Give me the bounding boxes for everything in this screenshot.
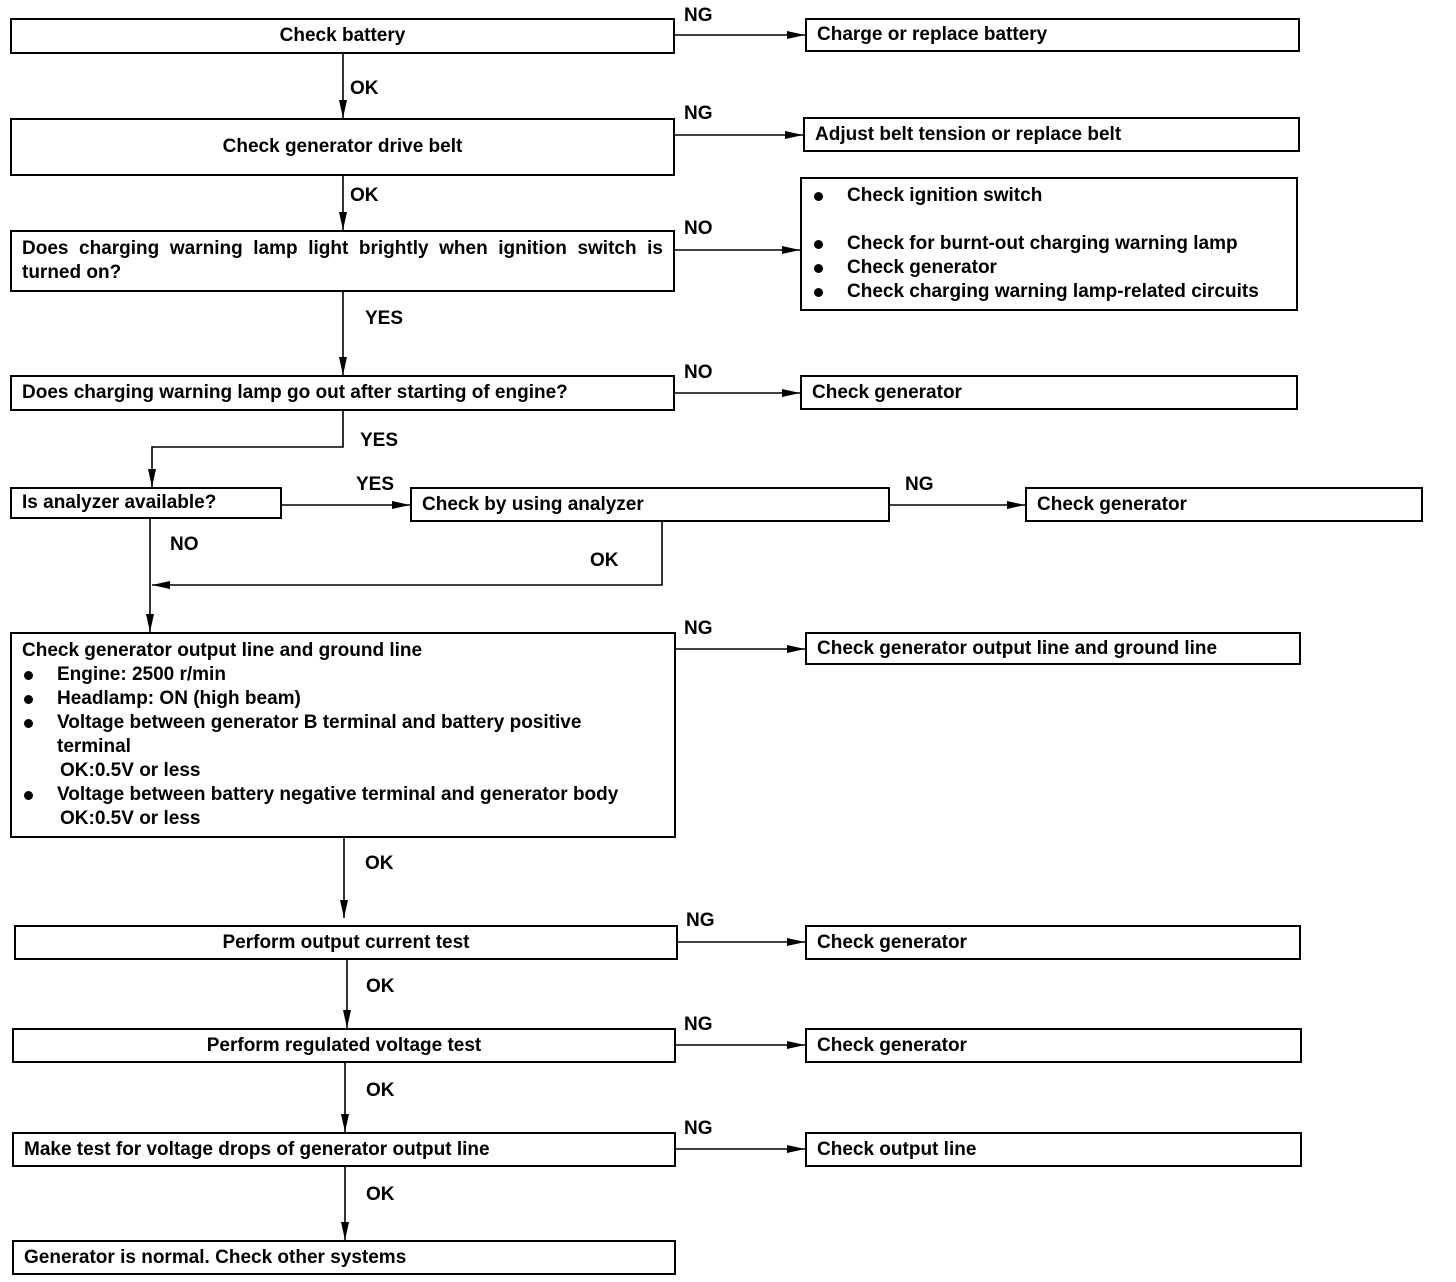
node-text: Adjust belt tension or replace belt xyxy=(815,123,1122,145)
list-item: Voltage between generator B terminal and battery positive xyxy=(22,711,664,735)
edge-label: NG xyxy=(684,618,713,639)
list-item: Engine: 2500 r/min xyxy=(22,663,664,687)
adjust-belt-box xyxy=(803,117,1300,152)
check-battery-box xyxy=(10,18,675,54)
node-text: Make test for voltage drops of generator output line xyxy=(24,1138,490,1160)
node-text: Check output line xyxy=(817,1138,977,1160)
check-output-line-box xyxy=(805,1132,1302,1167)
edge-label: NO xyxy=(684,362,713,383)
edge-label: NG xyxy=(686,910,715,931)
edge-label: YES xyxy=(360,430,399,451)
edge-label: NG xyxy=(684,5,713,26)
node-text: Check battery xyxy=(279,25,406,46)
node-title: Check generator output line and ground line xyxy=(22,640,423,661)
list-item: Check generator xyxy=(812,256,1286,280)
list-item: Voltage between battery negative terminal and generator body xyxy=(22,783,664,807)
node-text: Charge or replace battery xyxy=(817,24,1048,45)
node-text: Perform regulated voltage test xyxy=(206,1034,482,1056)
ok-criterion: OK:0.5V or less xyxy=(60,760,201,781)
check-generator-box-3 xyxy=(805,925,1301,960)
check-generator-box-1 xyxy=(800,375,1298,410)
generator-normal-box xyxy=(12,1240,676,1275)
lamp-checks-box xyxy=(800,177,1298,311)
check-generator-box-2 xyxy=(1025,487,1423,522)
lamp-bright-question-box xyxy=(10,230,675,292)
arrow xyxy=(152,522,662,585)
node-text: Perform output current test xyxy=(222,931,470,953)
node-text: Check generator xyxy=(1037,493,1187,515)
edge-label: OK xyxy=(366,1184,395,1205)
output-line-ng-box xyxy=(805,632,1301,665)
node-text: Check generator xyxy=(817,1034,967,1056)
edge-label: NG xyxy=(905,474,934,495)
node-text: Generator is normal. Check other systems xyxy=(24,1246,407,1268)
edge-label: YES xyxy=(356,474,395,495)
list-item: Check charging warning lamp-related circuits xyxy=(812,280,1286,304)
list-item-continuation: terminal xyxy=(57,736,131,757)
node-text: Check generator output line and ground line xyxy=(817,637,1218,659)
edge-label: OK xyxy=(365,853,394,874)
edge-label: OK xyxy=(350,78,379,99)
edge-label: NO xyxy=(684,218,713,239)
list-item: Headlamp: ON (high beam) xyxy=(22,687,664,711)
node-text: Is analyzer available? xyxy=(22,492,217,513)
node-text: Check generator drive belt xyxy=(222,136,463,157)
lamp-out-question-box xyxy=(10,375,675,411)
regulated-voltage-test-box xyxy=(12,1028,676,1063)
node-text: Check generator xyxy=(817,931,967,953)
output-line-check-box xyxy=(10,632,676,838)
edge-label: OK xyxy=(350,185,379,206)
node-text: Check by using analyzer xyxy=(422,493,644,515)
charge-replace-battery-box xyxy=(805,18,1300,52)
edge-label: NG xyxy=(684,1118,713,1139)
edge-label: OK xyxy=(590,550,619,571)
node-text: Does charging warning lamp go out after starting of engine? xyxy=(22,382,568,403)
check-analyzer-box xyxy=(410,487,890,522)
edge-label: OK xyxy=(366,1080,395,1101)
node-text: Check generator xyxy=(812,381,962,403)
edge-label: YES xyxy=(365,308,404,329)
edge-label: NO xyxy=(170,534,199,555)
list-item: Check for burnt-out charging warning lamp xyxy=(812,232,1286,256)
edge-label: OK xyxy=(366,976,395,997)
check-belt-box xyxy=(10,118,675,176)
list-item: Check ignition switch xyxy=(812,184,1286,208)
edge-label: NG xyxy=(684,1014,713,1035)
ok-criterion: OK:0.5V or less xyxy=(60,808,201,829)
node-text: Does charging warning lamp light brightly when ignition switch is turned on? xyxy=(22,238,663,283)
check-generator-box-4 xyxy=(805,1028,1302,1063)
analyzer-question-box xyxy=(10,487,282,519)
voltage-drops-test-box xyxy=(12,1132,676,1167)
edge-label: NG xyxy=(684,103,713,124)
arrow xyxy=(152,411,343,487)
output-current-test-box xyxy=(14,925,678,960)
